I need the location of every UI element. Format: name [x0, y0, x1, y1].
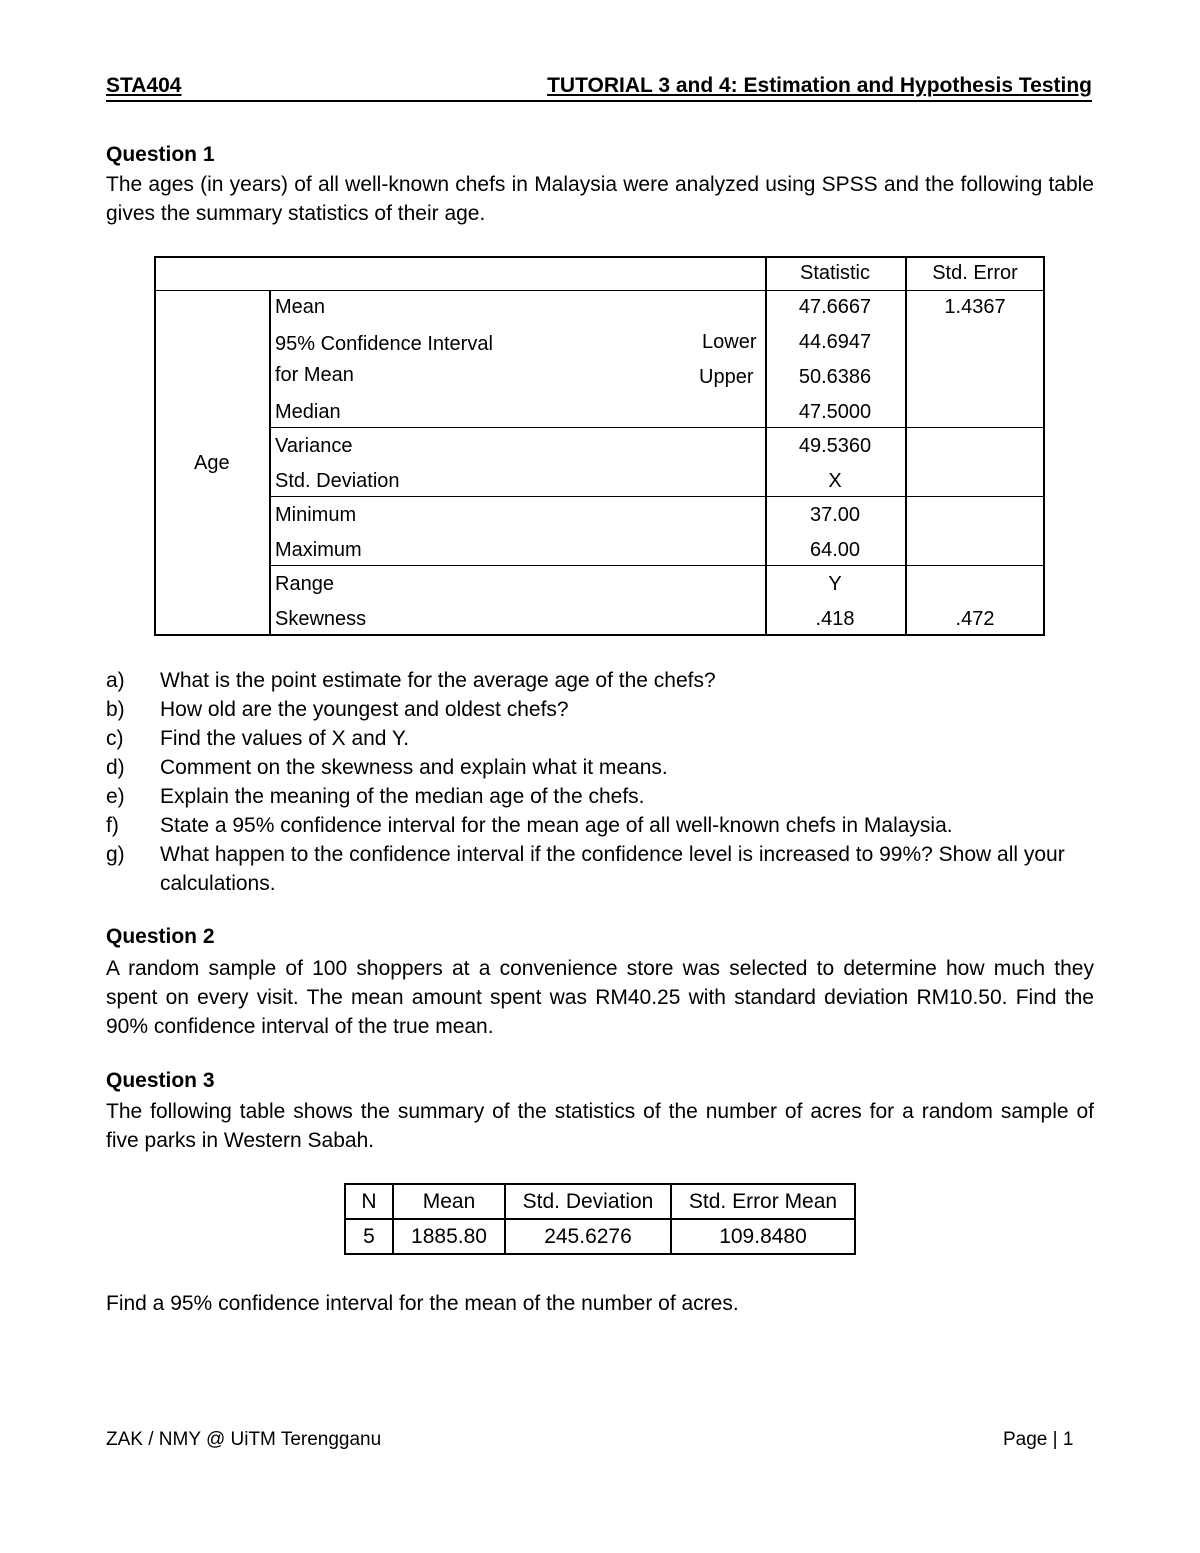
q3-title: Question 3: [106, 1069, 215, 1092]
row-label: for Mean: [275, 364, 354, 386]
list-item: c) Find the values of X and Y.: [106, 727, 410, 750]
table-header: Std. Deviation: [505, 1184, 671, 1219]
row-label: Minimum: [275, 504, 357, 526]
row-sublabel-lower: Lower: [702, 331, 757, 353]
list-item: a) What is the point estimate for the average age of the chefs?: [106, 669, 716, 692]
table-cell: 245.6276: [505, 1219, 671, 1254]
page-header: [106, 74, 1092, 102]
q2-text: A random sample of 100 shoppers at a convenience store was selected to determine how much they spent on every visit. The mean amount spent was RM40.25 with standard deviation RM10.50. Find the 90% confidence interval of the true mean.: [106, 957, 1094, 1038]
row-sublabel-upper: Upper: [699, 366, 754, 388]
course-code: STA404: [106, 74, 182, 97]
row-label: Std. Deviation: [275, 470, 400, 492]
list-item: d) Comment on the skewness and explain what it means.: [106, 756, 668, 779]
table-cell: 109.8480: [671, 1219, 855, 1254]
row-label: Range: [275, 573, 334, 595]
row-label: Variance: [275, 435, 353, 457]
list-item: f) State a 95% confidence interval for the mean age of all well-known chefs in Malaysia.: [106, 814, 953, 837]
footer-page-number: Page | 1: [1003, 1429, 1074, 1450]
q1-questions: [106, 666, 1094, 898]
stderr-value: .472: [955, 608, 995, 630]
table-header: N: [345, 1184, 393, 1219]
table-header: Mean: [393, 1184, 505, 1219]
row-label: Skewness: [275, 608, 367, 630]
stderr-value: 1.4367: [944, 296, 1006, 318]
q3-text: The following table shows the summary of the statistics of the number of acres for a random sample of five parks in Western Sabah.: [106, 1100, 1094, 1152]
row-label: Maximum: [275, 539, 362, 561]
col-header-statistic: Statistic: [799, 262, 871, 284]
row-group-age: Age: [194, 452, 230, 474]
stat-value: 49.5360: [798, 435, 872, 457]
row-label: 95% Confidence Interval: [275, 333, 493, 355]
table-cell: 5: [345, 1219, 393, 1254]
stat-value: Y: [828, 573, 842, 595]
stat-value: 44.6947: [798, 331, 872, 353]
stat-value: 47.5000: [798, 401, 872, 423]
tutorial-title: TUTORIAL 3 and 4: Estimation and Hypothesis Testing: [547, 74, 1092, 97]
q2-title: Question 2: [106, 925, 215, 948]
table-header: Std. Error Mean: [671, 1184, 855, 1219]
stat-value: X: [828, 470, 842, 492]
stat-value: 37.00: [809, 504, 861, 526]
stat-value: 47.6667: [798, 296, 872, 318]
list-item: b) How old are the youngest and oldest chefs?: [106, 698, 569, 721]
footer-author: ZAK / NMY @ UiTM Terengganu: [106, 1429, 382, 1450]
q1-summary-table: [154, 256, 1045, 636]
list-item: g) What happen to the confidence interval if the confidence level is increased to 99%? Show all your calculations.: [106, 843, 1065, 895]
row-label: Mean: [275, 296, 326, 318]
stat-value: 64.00: [809, 539, 861, 561]
q1-title: Question 1: [106, 143, 215, 166]
stat-value: .418: [815, 608, 855, 630]
q3-stats-table: [344, 1183, 856, 1255]
row-label: Median: [275, 401, 341, 423]
q1-text: The ages (in years) of all well-known chefs in Malaysia were analyzed using SPSS and the following table gives the summary statistics of their age.: [106, 173, 1094, 225]
q3-task: Find a 95% confidence interval for the mean of the number of acres.: [106, 1292, 739, 1315]
stat-value: 50.6386: [798, 366, 872, 388]
list-item: e) Explain the meaning of the median age of the chefs.: [106, 785, 645, 808]
col-header-stderror: Std. Error: [932, 262, 1018, 284]
table-cell: 1885.80: [393, 1219, 505, 1254]
